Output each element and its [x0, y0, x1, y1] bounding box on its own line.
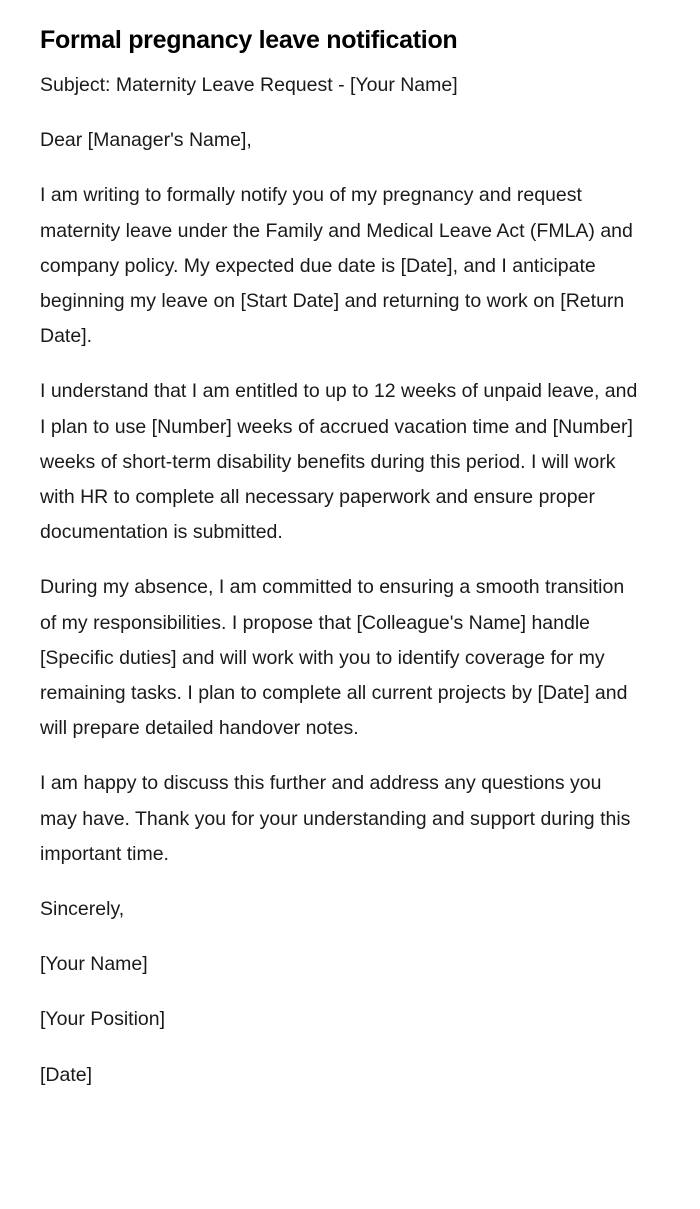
signature-name: [Your Name]	[40, 953, 148, 976]
page-title: Formal pregnancy leave notification	[40, 26, 458, 54]
body-paragraph: During my absence, I am committed to ensuring a smooth transition of my responsibilities. I propose that [Colleague's Name] handle [Specific duties] and will work with you to identify coverage for my remaining tasks. I plan to complete all current projects by [Date] and will prepare detailed handover notes.	[40, 576, 628, 740]
signature-position: [Your Position]	[40, 1008, 166, 1031]
body-paragraph: I am writing to formally notify you of my pregnancy and request maternity leave under the Family and Medical Leave Act (FMLA) and company policy. My expected due date is [Date], and I anticipate beginning my leave on [Start Date] and returning to work on [Return Date].	[40, 184, 633, 348]
signature-date: [Date]	[40, 1063, 93, 1086]
greeting: Dear [Manager's Name],	[40, 129, 252, 152]
subject-line: Subject: Maternity Leave Request - [Your Name]	[40, 74, 458, 96]
closing: Sincerely,	[40, 898, 125, 921]
body-paragraph: I understand that I am entitled to up to 12 weeks of unpaid leave, and I plan to use [Number] weeks of accrued vacation time and [Number] weeks of short-term disability benefits during this period. I will work with HR to complete all necessary paperwork and ensure proper documentation is submitted.	[40, 380, 638, 544]
body-paragraph: I am happy to discuss this further and address any questions you may have. Thank you for your understanding and support during this important time.	[40, 772, 631, 865]
